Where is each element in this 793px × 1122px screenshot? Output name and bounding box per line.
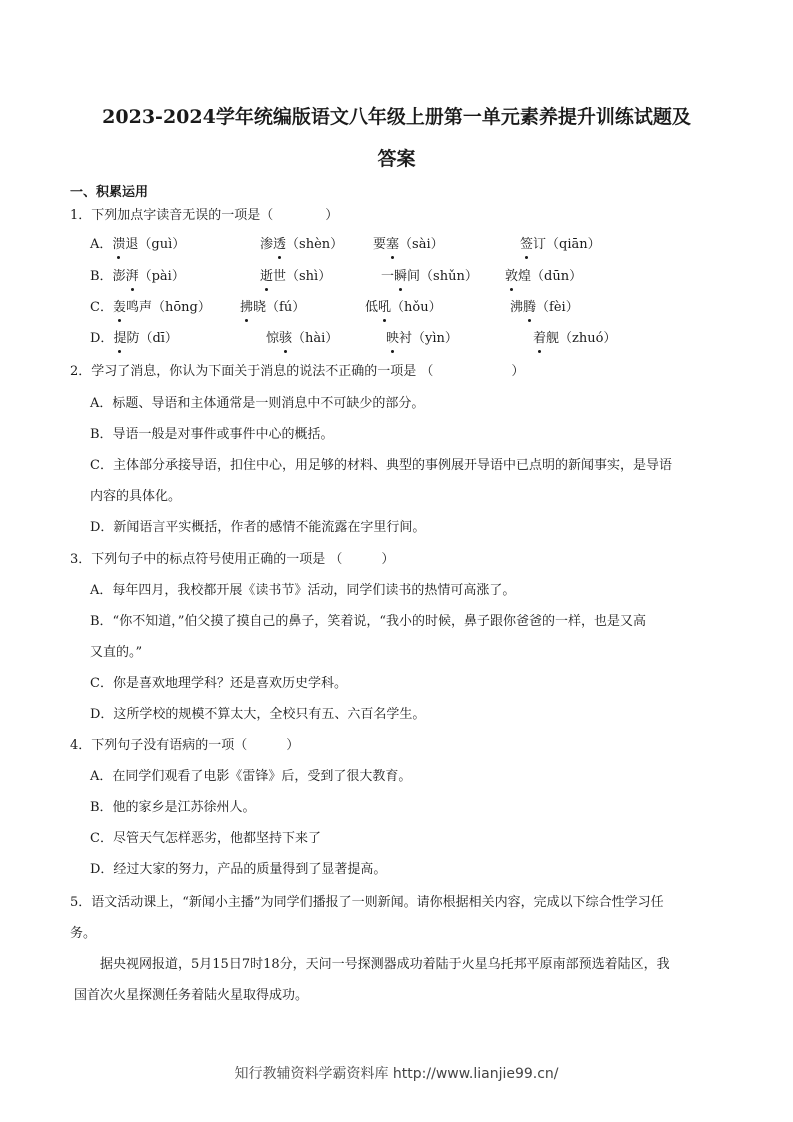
dotted-character: 着 [533, 331, 547, 346]
question-2-stem: 2．学习了消息，你认为下面关于消息的说法不正确的一项是 （ ） [70, 364, 525, 379]
q1-option-label: C． [90, 300, 113, 315]
q1-option-a-word-3 [373, 236, 444, 254]
q1-option-a-word-4 [520, 236, 601, 254]
dotted-character: 拂 [240, 300, 254, 315]
question-4-option-b: B．他的家乡是江苏徐州人。 [90, 800, 256, 815]
q1-option-b-word-3 [381, 268, 478, 286]
word-text: 渗 [260, 237, 274, 252]
dotted-character: 湃 [125, 269, 139, 284]
dotted-character: 映 [386, 331, 400, 346]
q1-option-c-word-3 [365, 299, 442, 317]
q1-option-label: D． [90, 331, 114, 346]
dotted-character: 轰 [112, 300, 126, 315]
word-text: 低 [365, 300, 379, 315]
question-3-stem: 3．下列句子中的标点符号使用正确的一项是 （ ） [70, 552, 395, 567]
document-title [60, 96, 733, 180]
word-text: 沸 [510, 300, 524, 315]
news-paragraph: 据央视网报道，5月15日7时18分，天问一号探测器成功着陆于火星乌托邦平原南部预选着陆区，我 [100, 957, 670, 972]
dotted-character: 腾 [523, 300, 537, 315]
dotted-character: 吼 [378, 300, 392, 315]
question-3-option-b-cont: 又直的。” [90, 645, 143, 660]
word-pinyin: （pài） [138, 269, 185, 284]
title-line-2: 答案 [377, 148, 416, 170]
dotted-character: 溃 [112, 237, 126, 252]
question-3-option-d: D．这所学校的规模不算太大，全校只有五、六百名学生。 [90, 707, 426, 722]
question-3-option-a: A．每年四月，我校都开展《读书节》活动，同学们读书的热情可高涨了。 [90, 583, 516, 598]
word-pinyin: 舰（zhuó） [546, 331, 617, 346]
word-pinyin: （fèi） [536, 300, 579, 315]
word-text: 惊 [266, 331, 280, 346]
q1-option-c-word-1 [90, 299, 211, 317]
news-paragraph-cont: 国首次火星探测任务着陆火星取得成功。 [74, 988, 309, 1003]
word-pinyin: 晓（fú） [253, 300, 306, 315]
q1-option-a-word-1 [90, 236, 185, 254]
dotted-character: 提 [113, 331, 127, 346]
q1-option-c-word-4 [510, 299, 579, 317]
word-text: 澎 [112, 269, 126, 284]
word-pinyin: （hǒu） [391, 300, 442, 315]
question-5-stem: 5．语文活动课上，“新闻小主播”为同学们播报了一则新闻。请你根据相关内容，完成以下综合性学习任 [70, 895, 664, 910]
question-5-stem-cont: 务。 [70, 926, 97, 941]
question-2-option-d: D．新闻语言平实概括，作者的感情不能流露在字里行间。 [90, 520, 426, 535]
q1-option-d-word-2 [266, 330, 338, 348]
question-4-option-c: C．尽管天气怎样恶劣，他都坚持下来了 [90, 831, 321, 846]
dotted-character: 塞 [386, 237, 400, 252]
title-line-1: 2023-2024学年统编版语文八年级上册第一单元素养提升训练试题及 [102, 106, 691, 128]
q1-option-b-word-4 [505, 268, 582, 286]
question-2-option-c-cont: 内容的具体化。 [90, 489, 182, 504]
question-2-option-c: C．主体部分承接导语，扣住中心，用足够的材料、典型的事例展开导语中已点明的新闻事实，是导语 [90, 458, 672, 473]
section-heading: 一、积累运用 [70, 185, 149, 200]
word-pinyin: （shèn） [286, 237, 344, 252]
word-text: 要 [373, 237, 387, 252]
word-pinyin: 衬（yìn） [399, 331, 458, 346]
word-pinyin: 世（shì） [273, 269, 332, 284]
dotted-character: 骇 [279, 331, 293, 346]
question-4-stem: 4．下列句子没有语病的一项（ ） [70, 738, 300, 753]
dotted-character: 瞬 [394, 269, 408, 284]
q1-option-d-word-4 [533, 330, 616, 348]
word-text: 一 [381, 269, 395, 284]
word-pinyin: （hài） [292, 331, 339, 346]
question-3-option-c: C．你是喜欢地理学科？还是喜欢历史学科。 [90, 676, 347, 691]
dotted-character: 逝 [260, 269, 274, 284]
word-pinyin: 鸣声（hōng） [125, 300, 211, 315]
q1-option-a-word-2 [260, 236, 343, 254]
word-pinyin: 煌（dūn） [518, 269, 583, 284]
q1-option-c-word-2 [240, 299, 305, 317]
q1-option-label: A． [90, 237, 113, 252]
question-3-option-b: B．“你不知道，”伯父摸了摸自己的鼻子，笑着说，“我小的时候，鼻子跟你爸爸的一样，也是又高 [90, 614, 646, 629]
word-pinyin: （sài） [399, 237, 444, 252]
dotted-character: 敦 [505, 269, 519, 284]
dotted-character: 透 [273, 237, 287, 252]
q1-option-d-word-3 [386, 330, 458, 348]
q1-option-b-word-2 [260, 268, 331, 286]
dotted-character: 签 [520, 237, 534, 252]
q1-option-label: B． [90, 269, 113, 284]
footer-watermark: 知行教辅资料学霸资料库 http://www.lianjie99.cn/ [234, 1066, 559, 1082]
question-1-stem: 1．下列加点字读音无误的一项是（ ） [70, 208, 339, 223]
word-pinyin: 防（dī） [126, 331, 178, 346]
q1-option-d-word-1 [90, 330, 178, 348]
question-2-option-a: A．标题、导语和主体通常是一则消息中不可缺少的部分。 [90, 396, 425, 411]
question-4-option-d: D．经过大家的努力，产品的质量得到了显著提高。 [90, 862, 387, 877]
question-2-option-b: B．导语一般是对事件或事件中心的概括。 [90, 427, 334, 442]
word-pinyin: 订（qiān） [533, 237, 601, 252]
question-4-option-a: A．在同学们观看了电影《雷锋》后，受到了很大教育。 [90, 769, 412, 784]
word-pinyin: 间（shǔn） [407, 269, 478, 284]
q1-option-b-word-1 [90, 268, 185, 286]
word-pinyin: 退（guì） [125, 237, 186, 252]
